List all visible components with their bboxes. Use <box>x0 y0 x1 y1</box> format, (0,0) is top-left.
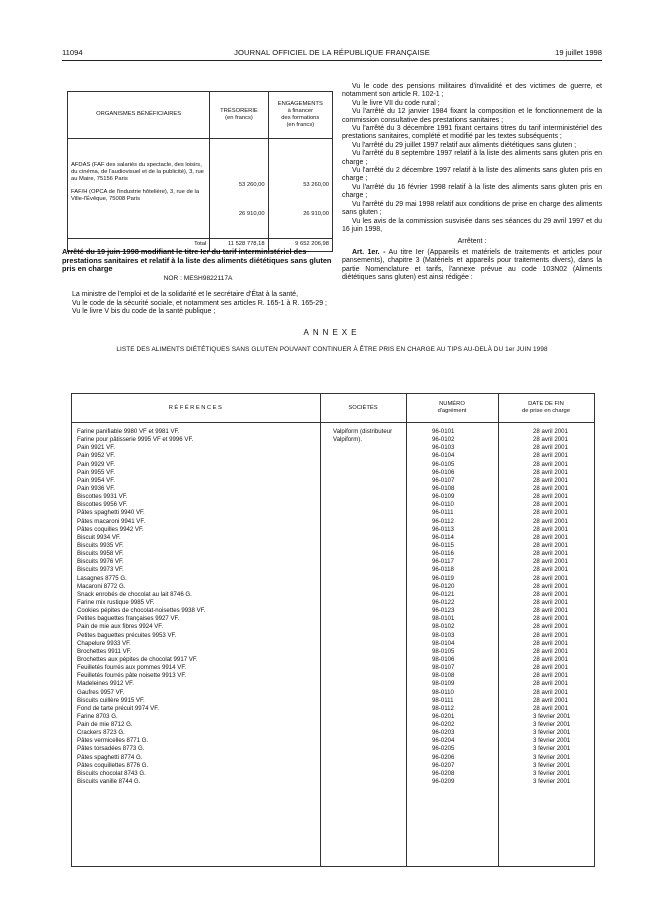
header-references: RÉFÉRENCES <box>72 394 320 423</box>
date-cell: 28 avril 2001 <box>533 541 568 549</box>
numero-cell: 96-0104 <box>432 452 455 460</box>
numero-cell: 98-0106 <box>432 655 455 663</box>
table-row <box>72 737 594 745</box>
numero-cell: 96-0201 <box>432 712 455 720</box>
table-row <box>72 436 594 444</box>
table-row <box>72 452 594 460</box>
numero-cell: 96-0106 <box>432 468 455 476</box>
date-cell: 28 avril 2001 <box>533 574 568 582</box>
table-row <box>72 632 594 640</box>
date-cell: 28 avril 2001 <box>533 509 568 517</box>
table-row <box>72 550 594 558</box>
table-row <box>72 721 594 729</box>
nor-reference: NOR : MESH9822117A <box>163 274 233 282</box>
reference-cell: Pain 9955 VF. <box>77 468 115 476</box>
date-cell: 28 avril 2001 <box>533 655 568 663</box>
article-1 <box>342 249 602 283</box>
reference-cell: Farine pour pâtisserie 9995 VF et 9996 VF. <box>77 436 194 444</box>
numero-cell: 98-0102 <box>432 623 455 631</box>
reference-cell: Cookies pépites de chocolat-noisettes 9938 VF. <box>77 607 206 615</box>
table-row <box>72 640 594 648</box>
date-cell: 3 février 2001 <box>533 745 571 753</box>
total-engagements: 9 652 206,98 <box>268 239 332 252</box>
date-cell: 3 février 2001 <box>533 778 571 786</box>
numero-cell: 96-0110 <box>432 501 454 509</box>
journal-title: JOURNAL OFFICIEL DE LA RÉPUBLIQUE FRANÇAISE <box>234 48 430 57</box>
date-cell: 28 avril 2001 <box>533 582 568 590</box>
reference-cell: Farine 8703 G. <box>77 712 118 720</box>
date-cell: 28 avril 2001 <box>533 672 568 680</box>
numero-cell: 98-0101 <box>432 615 455 623</box>
reference-cell: Biscuits vanille 8744 G. <box>77 778 141 786</box>
page-number: 11094 <box>62 48 83 57</box>
date-cell: 3 février 2001 <box>533 737 571 745</box>
table-row <box>72 770 594 778</box>
numero-cell: 96-0107 <box>432 476 455 484</box>
table-row <box>72 534 594 542</box>
table-row <box>72 428 594 436</box>
table-row <box>72 566 594 574</box>
date-cell: 28 avril 2001 <box>533 590 568 598</box>
issue-date: 19 juillet 1998 <box>555 48 602 57</box>
numero-cell: 98-0103 <box>432 631 455 639</box>
reference-cell: Biscuits cuillère 9915 VF. <box>77 696 145 704</box>
total-tresorerie: 11 528 778,18 <box>210 239 268 252</box>
numero-cell: 98-0112 <box>432 704 454 712</box>
decree-title: Arrêté du 19 juin 1998 modifiant le titre Ier du tarif interministériel des prestations sanitaires et relatif à la liste des aliments diététiques sans gluten pris en charge <box>62 247 332 274</box>
table-row <box>72 664 594 672</box>
reference-cell: Gaufres 9957 VF. <box>77 688 125 696</box>
date-cell: 28 avril 2001 <box>533 550 568 558</box>
annexe-title: ANNEXE <box>303 328 361 337</box>
date-cell: 28 avril 2001 <box>533 476 568 484</box>
numero-cell: 96-0105 <box>432 460 455 468</box>
date-cell: 28 avril 2001 <box>533 484 568 492</box>
table-row <box>72 615 594 623</box>
table-row <box>72 672 594 680</box>
table-row <box>72 493 594 501</box>
numero-cell: 96-0116 <box>432 550 454 558</box>
reference-cell: Brochettes aux pépites de chocolat 9917 VF. <box>77 655 198 663</box>
header-engagements: ENGAGEMENTS à financer des formations (en francs) <box>268 92 332 139</box>
table-row <box>72 518 594 526</box>
table-row <box>72 591 594 599</box>
table-row <box>72 444 594 452</box>
reference-cell: Pain de mie aux fibres 9924 VF. <box>77 623 164 631</box>
reference-cell: Pâtes vermicelles 8771 G. <box>77 737 149 745</box>
reference-cell: Farine mix rustique 9985 VF. <box>77 598 155 606</box>
numero-cell: 96-0101 <box>432 428 455 435</box>
reference-cell: Pain de mie 8712 G. <box>77 721 133 729</box>
table-row <box>72 762 594 770</box>
reference-cell: Pâtes torsadées 8773 G. <box>77 745 145 753</box>
table-row <box>72 469 594 477</box>
header-tresorerie: TRÉSORERIE (en francs) <box>210 92 268 139</box>
reference-cell: Biscuits 9973 VF. <box>77 566 124 574</box>
numero-cell: 96-0109 <box>432 493 455 501</box>
reference-cell: Feuilletés fourrés pâte noisette 9913 VF. <box>77 672 187 680</box>
table-row <box>72 689 594 697</box>
table-row <box>72 526 594 534</box>
organisme-afdas: AFDAS (FAF des salariés du spectacle, des loisirs, du cinéma, de l'audiovisuel et de la publicité), 3, rue au Maire, 75156 Paris <box>71 162 204 183</box>
tresorerie-fafh: 26 910,00 <box>238 211 265 218</box>
table-row <box>72 697 594 705</box>
paragraph: Vu le livre V bis du code de la santé publique ; <box>72 308 216 315</box>
reference-cell: Pâtes coquilles 9942 VF. <box>77 525 144 533</box>
reference-cell: Pain 9954 VF. <box>77 476 115 484</box>
numero-cell: 96-0112 <box>432 517 454 525</box>
table-row <box>72 509 594 517</box>
numero-cell: 96-0203 <box>432 729 455 737</box>
reference-cell: Biscuits chocolat 8743 G. <box>77 769 146 777</box>
table-row <box>72 656 594 664</box>
date-cell: 3 février 2001 <box>533 761 571 769</box>
tresorerie-afdas: 53 260,00 <box>238 182 265 188</box>
numero-cell: 96-0115 <box>432 541 454 549</box>
header-numero: NUMÉRO d'agrément <box>406 394 498 423</box>
paragraph: Vu l'arrêté du 29 juillet 1997 relatif aux aliments diététiques sans gluten ; <box>352 141 577 149</box>
paragraph: Vu l'arrêté du 2 décembre 1997 relatif à la liste des aliments sans gluten pris en charge ; <box>342 167 602 183</box>
total-label: Total <box>68 239 210 252</box>
reference-cell: Madeleines 9912 VF. <box>77 680 134 688</box>
date-cell: 28 avril 2001 <box>533 664 568 672</box>
reference-cell: Pâtes spaghetti 8774 G. <box>77 753 143 761</box>
date-cell: 28 avril 2001 <box>533 452 568 460</box>
date-cell: 3 février 2001 <box>533 721 571 729</box>
date-cell: 28 avril 2001 <box>533 468 568 476</box>
reference-cell: Pain 9936 VF. <box>77 484 115 492</box>
header-organismes: ORGANISMES BÉNÉFICIAIRES <box>68 92 210 139</box>
reference-cell: Biscottes 9956 VF. <box>77 501 128 509</box>
table-row <box>72 485 594 493</box>
numero-cell: 96-0207 <box>432 761 455 769</box>
numero-cell: 96-0119 <box>432 574 454 582</box>
paragraph: Vu le code des pensions militaires d'invalidité et des victimes de guerre, et notamment son article R. 102-1 ; <box>342 83 602 99</box>
table-row <box>72 583 594 591</box>
date-cell: 28 avril 2001 <box>533 631 568 639</box>
engagements-cell <box>268 139 332 239</box>
budget-table <box>67 91 333 252</box>
numero-cell: 96-0209 <box>432 778 455 786</box>
reference-cell: Crackers 8723 G. <box>77 729 125 737</box>
table-row <box>72 558 594 566</box>
list-title: LISTE DES ALIMENTS DIÉTÉTIQUES SANS GLUTEN POUVANT CONTINUER À ÊTRE PRIS EN CHARGE AU TIPS AU-DELÀ DU 1er JUIN 1998 <box>116 346 548 353</box>
article-text: Au titre Ier (Appareils et matériels de traitements et articles pour pansements), chapitre 3 (Matériels et appareils pour traitements divers), dans la partie Nomenclature et tarifs, l'annexe prévue au code 103N02 (Aliments diététiques sans gluten) est ainsi rédigée : <box>342 248 602 281</box>
reference-cell: Biscuits 9976 VF. <box>77 558 124 566</box>
table-row <box>72 607 594 615</box>
header-rule <box>62 60 602 61</box>
date-cell: 28 avril 2001 <box>533 704 568 712</box>
numero-cell: 96-0120 <box>432 582 455 590</box>
date-cell: 28 avril 2001 <box>533 688 568 696</box>
table-row <box>72 729 594 737</box>
numero-cell: 96-0202 <box>432 721 455 729</box>
date-cell: 28 avril 2001 <box>533 598 568 606</box>
reference-cell: Brochettes 9911 VF. <box>77 647 132 655</box>
date-cell: 3 février 2001 <box>533 769 571 777</box>
reference-cell: Petites baguettes françaises 9927 VF. <box>77 615 180 623</box>
numero-cell: 98-0109 <box>432 680 455 688</box>
numero-cell: 98-0111 <box>432 696 454 704</box>
numero-cell: 96-0123 <box>432 607 455 615</box>
paragraph: Vu l'arrêté du 16 février 1998 relatif à la liste des aliments sans gluten pris en charge ; <box>342 183 602 200</box>
numero-cell: 96-0111 <box>432 509 454 517</box>
numero-cell: 96-0102 <box>432 436 455 444</box>
date-cell: 28 avril 2001 <box>533 501 568 509</box>
food-table <box>71 393 595 867</box>
engagements-fafh: 26 910,00 <box>303 211 329 218</box>
reference-cell: Chapelure 9933 VF. <box>77 639 131 647</box>
table-row <box>72 501 594 509</box>
paragraph: Vu le code de la sécurité sociale, et notamment ses articles R. 165-1 à R. 165-29 ; <box>72 299 327 307</box>
numero-cell: 96-0114 <box>432 533 454 541</box>
paragraph: Vu l'arrêté du 12 janvier 1984 fixant la composition et le fonctionnement de la commission consultative des prestations sanitaires ; <box>342 108 602 124</box>
reference-cell: Pâtes spaghetti 9940 VF. <box>77 509 145 517</box>
header-societes: SOCIÉTÉS <box>320 394 406 423</box>
reference-cell: Pain 9952 VF. <box>77 452 115 460</box>
numero-cell: 98-0107 <box>432 664 455 672</box>
organisme-fafh: FAF/H (OPCA de l'industrie hôtelière), 3, rue de la Ville-l'Évêque, 75008 Paris <box>71 189 200 203</box>
reference-cell: Biscuits 9958 VF. <box>77 550 124 558</box>
date-cell: 28 avril 2001 <box>533 696 568 704</box>
table-row <box>72 575 594 583</box>
numero-cell: 96-0121 <box>432 590 455 598</box>
tresorerie-cell <box>210 139 268 239</box>
numero-cell: 98-0108 <box>432 672 455 680</box>
numero-cell: 98-0110 <box>432 688 454 696</box>
date-cell: 28 avril 2001 <box>533 533 568 541</box>
date-cell: 28 avril 2001 <box>533 680 568 688</box>
date-cell: 28 avril 2001 <box>533 460 568 468</box>
reference-cell: Biscottes 9931 VF. <box>77 493 128 501</box>
date-cell: 28 avril 2001 <box>533 647 568 655</box>
date-cell: 28 avril 2001 <box>533 436 568 444</box>
date-cell: 28 avril 2001 <box>533 493 568 501</box>
date-cell: 28 avril 2001 <box>533 639 568 647</box>
numero-cell: 96-0103 <box>432 444 455 452</box>
table-row <box>72 461 594 469</box>
date-cell: 3 février 2001 <box>533 712 571 720</box>
article-label: Art. 1er. - <box>352 248 386 256</box>
date-cell: 3 février 2001 <box>533 729 571 737</box>
organismes-cell <box>68 139 210 239</box>
reference-cell: Macaroni 8772 G. <box>77 582 126 590</box>
paragraph: Vu l'arrêté du 3 décembre 1991 fixant certains titres du tarif interministériel des prestations sanitaires, complété et modifié par les textes subséquents ; <box>342 125 602 141</box>
table-row <box>72 778 594 786</box>
table-row <box>72 477 594 485</box>
table-row <box>72 713 594 721</box>
numero-cell: 96-0122 <box>432 598 455 606</box>
reference-cell: Pâtes coquillettes 8776 G. <box>77 761 149 769</box>
table-row <box>72 599 594 607</box>
date-cell: 28 avril 2001 <box>533 615 568 623</box>
paragraph: Vu l'arrêté du 8 septembre 1997 relatif à la liste des aliments sans gluten pris en charge ; <box>342 150 602 166</box>
reference-cell: Feuilletés fourrés aux pommes 9914 VF. <box>77 664 187 672</box>
numero-cell: 96-0117 <box>432 558 454 566</box>
paragraph: Vu les avis de la commission susvisée dans ses séances du 29 avril 1997 et du 16 juin 1998, <box>342 217 602 233</box>
arretent: Arrêtent : <box>457 238 487 246</box>
paragraph: La ministre de l'emploi et de la solidarité et le secrétaire d'État à la santé, <box>72 291 299 299</box>
numero-cell: 96-0206 <box>432 753 455 761</box>
table-row <box>72 648 594 656</box>
reference-cell: Biscuit 9934 VF. <box>77 533 121 541</box>
food-rows <box>72 428 594 786</box>
table-row <box>72 623 594 631</box>
date-cell: 28 avril 2001 <box>533 517 568 525</box>
date-cell: 28 avril 2001 <box>533 428 568 435</box>
paragraph: Vu l'arrêté du 29 mai 1998 relatif aux conditions de prise en charge des aliments sans gluten ; <box>342 200 602 217</box>
numero-cell: 98-0104 <box>432 639 455 647</box>
numero-cell: 96-0108 <box>432 484 455 492</box>
date-cell: 28 avril 2001 <box>533 607 568 615</box>
date-cell: 28 avril 2001 <box>533 525 568 533</box>
table-row <box>72 680 594 688</box>
date-cell: 28 avril 2001 <box>533 566 568 574</box>
date-cell: 28 avril 2001 <box>533 558 568 566</box>
numero-cell: 96-0205 <box>432 745 455 753</box>
reference-cell: Farine panifiable 9980 VF et 9981 VF. <box>77 428 180 435</box>
table-row <box>72 705 594 713</box>
numero-cell: 96-0118 <box>432 566 454 574</box>
left-column <box>62 248 334 316</box>
reference-cell: Biscuits 9935 VF. <box>77 541 124 549</box>
date-cell: 3 février 2001 <box>533 753 571 761</box>
table-row <box>72 542 594 550</box>
reference-cell: Pain 9929 VF. <box>77 460 115 468</box>
numero-cell: 96-0208 <box>432 769 455 777</box>
societe-cell: Valpiform (distributeur <box>333 428 393 435</box>
numero-cell: 98-0105 <box>432 647 455 655</box>
reference-cell: Snack enrobés de chocolat au lait 8746 G. <box>77 590 192 598</box>
reference-cell: Pâtes macaroni 9941 VF. <box>77 517 146 525</box>
reference-cell: Pain 9921 VF. <box>77 444 115 452</box>
table-row <box>72 745 594 753</box>
table-row <box>72 754 594 762</box>
reference-cell: Lasagnes 8775 G. <box>77 574 127 582</box>
reference-cell: Petites baguettes précuites 9953 VF. <box>77 631 177 639</box>
societe-cell: Valpiform). <box>333 436 363 444</box>
header-date: DATE DE FIN de prise en charge <box>498 394 594 423</box>
date-cell: 28 avril 2001 <box>533 444 568 452</box>
engagements-afdas: 53 260,00 <box>303 182 329 188</box>
right-column <box>342 83 602 282</box>
numero-cell: 96-0204 <box>432 737 455 745</box>
numero-cell: 96-0113 <box>432 525 454 533</box>
paragraph: Vu le livre VII du code rural ; <box>352 99 440 107</box>
reference-cell: Fond de tarte précuit 9974 VF. <box>77 704 159 712</box>
date-cell: 28 avril 2001 <box>533 623 568 631</box>
